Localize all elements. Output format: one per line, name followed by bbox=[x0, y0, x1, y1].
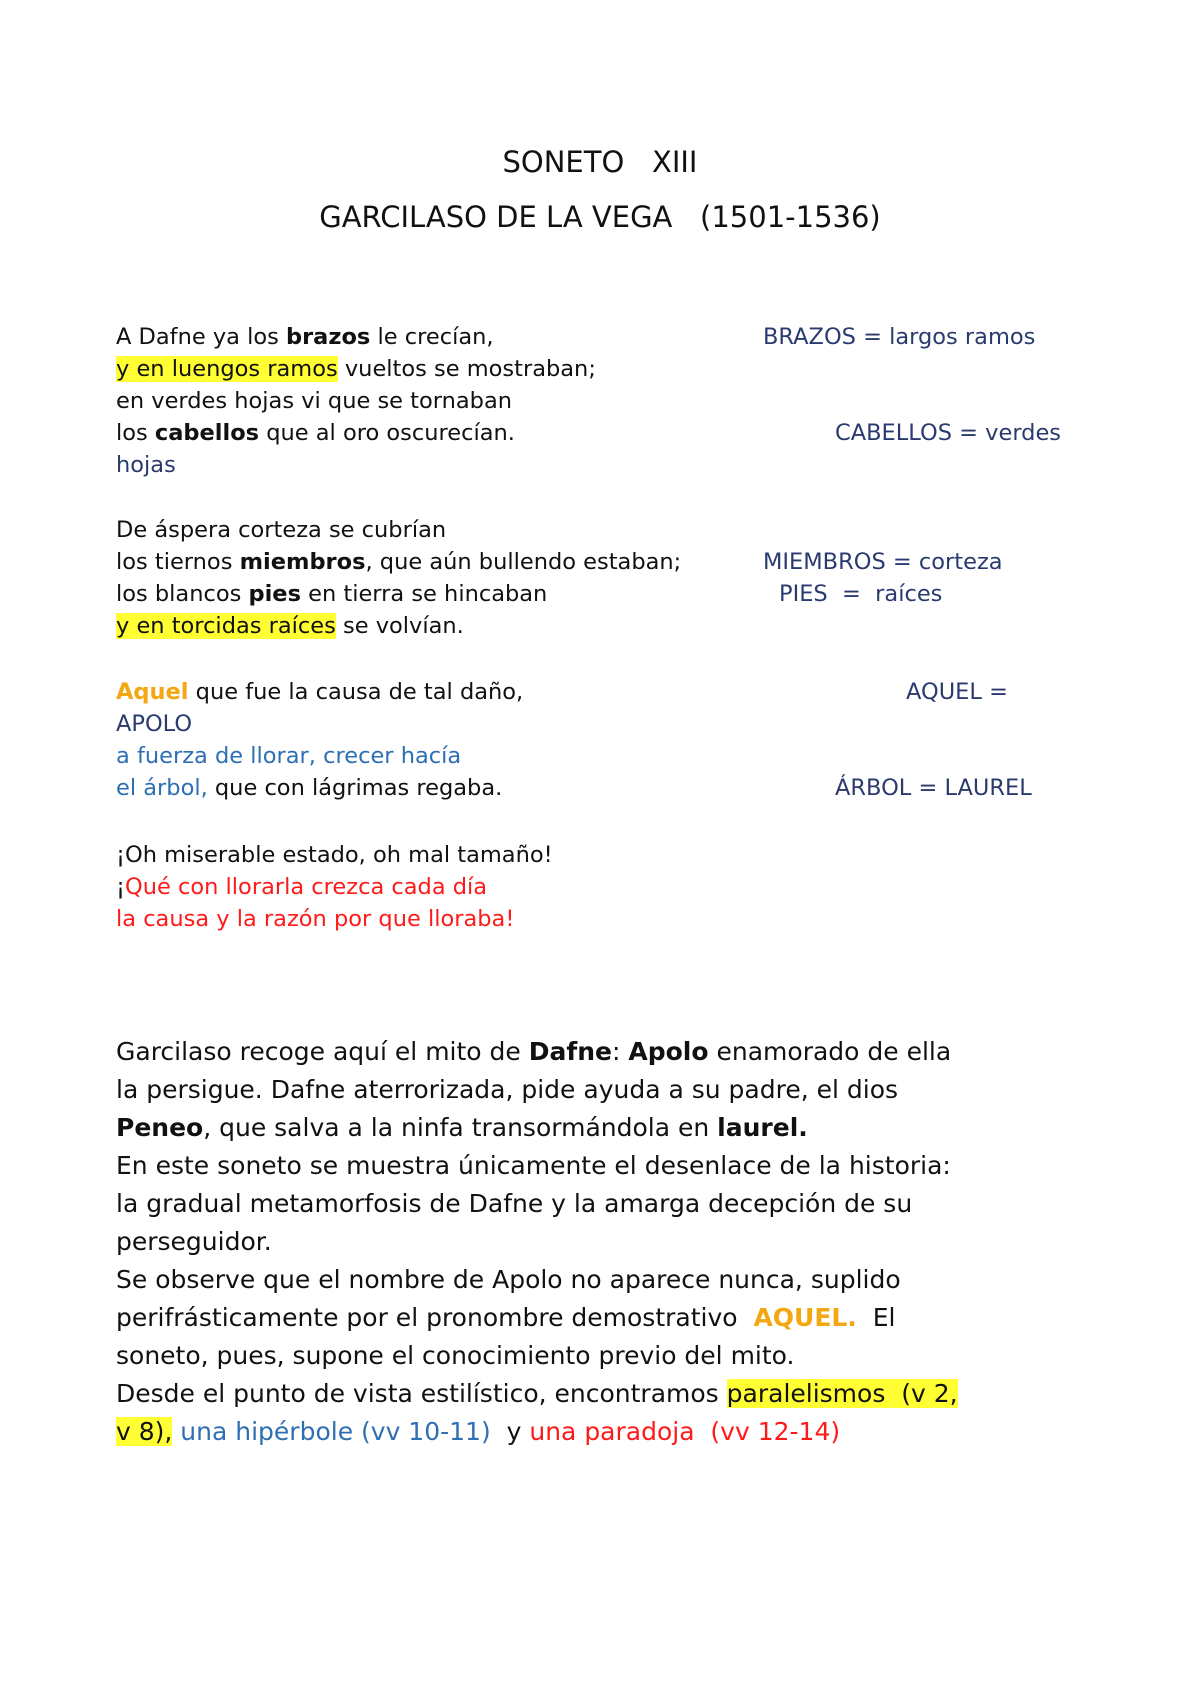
highlight-aquel: AQUEL. bbox=[753, 1303, 857, 1332]
note-continuation-hojas: hojas bbox=[116, 452, 176, 478]
note-brazos: BRAZOS = largos ramos bbox=[763, 324, 1036, 350]
commentary-line-2: la persigue. Dafne aterrorizada, pide ayuda a su padre, el dios bbox=[116, 1075, 899, 1104]
commentary-line-1: Garcilaso recoge aquí el mito de Dafne: Apolo enamorado de ella bbox=[116, 1037, 952, 1066]
highlight-parallelism: paralelismos (v 2, bbox=[726, 1379, 958, 1408]
highlight-parallelism: y en torcidas raíces bbox=[116, 613, 336, 639]
verse-10: a fuerza de llorar, crecer hacía bbox=[116, 743, 462, 769]
verse-6: los tiernos miembros, que aún bullendo estaban; bbox=[116, 549, 682, 575]
highlight-aquel: Aquel bbox=[116, 679, 189, 705]
commentary-line-5: la gradual metamorfosis de Dafne y la amarga decepción de su bbox=[116, 1189, 913, 1218]
commentary-line-9: soneto, pues, supone el conocimiento previo del mito. bbox=[116, 1341, 795, 1370]
commentary-line-3: Peneo, que salva a la ninfa transormándola en laurel. bbox=[116, 1113, 808, 1142]
commentary-line-11: v 8), una hipérbole (vv 10-11) y una paradoja (vv 12-14) bbox=[116, 1417, 841, 1446]
poem-title: SONETO XIII bbox=[502, 145, 698, 179]
verse-11: el árbol, que con lágrimas regaba. bbox=[116, 775, 503, 801]
highlight-parallelism: y en luengos ramos bbox=[116, 356, 338, 382]
highlight-parallelism: v 8), bbox=[116, 1417, 173, 1446]
verse-5: De áspera corteza se cubrían bbox=[116, 517, 447, 543]
verse-12: ¡Oh miserable estado, oh mal tamaño! bbox=[116, 842, 553, 868]
verse-13: ¡Qué con llorarla crezca cada día bbox=[116, 874, 488, 900]
note-miembros: MIEMBROS = corteza bbox=[763, 549, 1003, 575]
verse-1: A Dafne ya los brazos le crecían, bbox=[116, 324, 494, 350]
note-pies: PIES = raíces bbox=[779, 581, 943, 607]
commentary-line-7: Se observe que el nombre de Apolo no aparece nunca, suplido bbox=[116, 1265, 901, 1294]
verse-2: y en luengos ramos vueltos se mostraban; bbox=[116, 356, 596, 382]
verse-7: los blancos pies en tierra se hincaban bbox=[116, 581, 548, 607]
commentary-line-6: perseguidor. bbox=[116, 1227, 272, 1256]
verse-9: Aquel que fue la causa de tal daño, bbox=[116, 679, 524, 705]
note-continuation-apolo: APOLO bbox=[116, 711, 193, 737]
verse-14: la causa y la razón por que lloraba! bbox=[116, 906, 515, 932]
commentary-line-8: perifrásticamente por el pronombre demostrativo AQUEL. El bbox=[116, 1303, 896, 1332]
poem-author: GARCILASO DE LA VEGA (1501-1536) bbox=[319, 200, 881, 234]
verse-4: los cabellos que al oro oscurecían. bbox=[116, 420, 515, 446]
verse-3: en verdes hojas vi que se tornaban bbox=[116, 388, 513, 414]
note-arbol: ÁRBOL = LAUREL bbox=[835, 775, 1032, 801]
note-cabellos: CABELLOS = verdes bbox=[835, 420, 1062, 446]
note-aquel: AQUEL = bbox=[906, 679, 1008, 705]
commentary-line-4: En este soneto se muestra únicamente el desenlace de la historia: bbox=[116, 1151, 951, 1180]
verse-8: y en torcidas raíces se volvían. bbox=[116, 613, 464, 639]
commentary-line-10: Desde el punto de vista estilístico, encontramos paralelismos (v 2, bbox=[116, 1379, 958, 1408]
